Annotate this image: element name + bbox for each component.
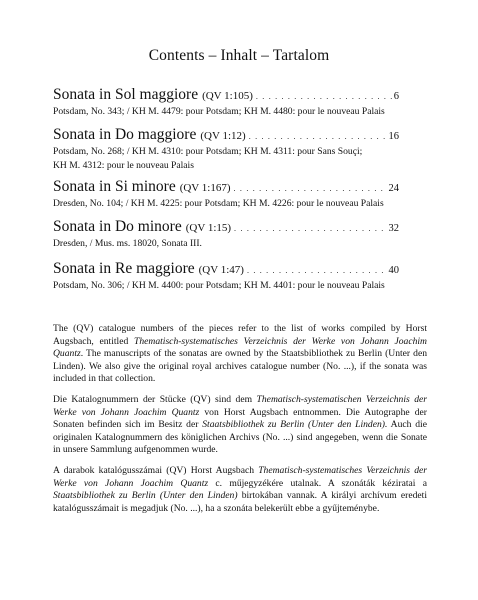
entry-source-line: Potsdam, No. 343; / KH M. 4479: pour Potsdam; KH M. 4480: pour le nouveau Palais [53, 106, 385, 117]
entry-page-number: 16 [388, 131, 399, 142]
entry-source-info [53, 105, 399, 119]
note-hungarian [53, 465, 427, 515]
toc-entry-do-maggiore [53, 126, 399, 172]
entry-source-info [53, 197, 399, 211]
entry-qv-number: (QV 1:167) [179, 182, 231, 194]
entry-qv-number: (QV 1:105) [202, 90, 253, 102]
page-title: Contents – Inhalt – Tartalom [148, 47, 330, 64]
entry-source-line: Potsdam, No. 268; / KH M. 4310: pour Potsdam; KH M. 4311: pour Sans Souçi; [53, 146, 363, 157]
entry-page-number: 32 [388, 223, 399, 234]
entry-source-line: KH M. 4312: pour le nouveau Palais [53, 159, 194, 171]
entry-page-number: 40 [388, 265, 399, 276]
dot-leader [234, 184, 387, 193]
toc-entry-line [53, 260, 399, 278]
note-italic-library: Staatsbibliothek zu Berlin (Unter den Linden) [53, 490, 238, 502]
dot-leader [249, 132, 387, 141]
note-text: A darabok katalógusszámai (QV) Horst Augsbach [53, 464, 259, 476]
note-text: birtokában vannak. A királyi archívum eredeti katalógusszámait is megadjuk (No. ...), ha a szonáta belekerült ebbe a gyűjteménybe. [53, 490, 427, 514]
dot-leader [256, 92, 392, 101]
toc-entry-line [53, 178, 399, 196]
toc-entry-re-maggiore [53, 260, 399, 293]
entry-title: Sonata in Do minore [53, 218, 182, 235]
toc-entry-do-minore [53, 218, 399, 251]
entry-title: Sonata in Si minore [53, 178, 176, 195]
note-text: Die Katalognummern der Stücke (QV) sind dem [53, 393, 257, 405]
entry-qv-number: (QV 1:47) [198, 264, 244, 276]
toc-entry-line [53, 218, 399, 236]
note-text: c. műjegyzékére utalnak. A szonáták kéziratai a [208, 477, 427, 489]
note-text: The (QV) catalogue numbers of the pieces refer to the list of works compiled by Horst Augsbach, entitled [53, 323, 427, 347]
note-italic-library: Staatsbibliothek zu Berlin (Unter den Linden). [202, 419, 388, 431]
toc-entry-line [53, 126, 399, 144]
catalogue-notes [53, 323, 427, 523]
entry-source-line: Dresden, No. 104; / KH M. 4225: pour Potsdam; KH M. 4226: pour le nouveau Palais [53, 198, 384, 209]
entry-source-info [53, 237, 399, 251]
entry-title: Sonata in Do maggiore [53, 126, 197, 143]
note-italic-title: Thematisch-systematisches Verzeichnis der Werke von Johann Joachim Quantz [53, 464, 427, 489]
note-german [53, 394, 427, 457]
entry-title: Sonata in Re maggiore [53, 260, 195, 277]
entry-page-number: 6 [393, 91, 399, 102]
note-italic-title: Thematisch-systematisches Verzeichnis der Werke von Johann Joachim Quantz [53, 335, 427, 360]
entry-source-line: Dresden, / Mus. ms. 18020, Sonata III. [53, 238, 202, 249]
entry-title: Sonata in Sol maggiore [53, 86, 199, 103]
dot-leader [234, 224, 386, 233]
note-text: Auch die originalen Katalognummern des königlichen Archivs (No. ...) sind angegeben, wenn die Sonate in unsere Sammlung aufgenommen wurde. [53, 419, 427, 456]
toc-entry-sol-maggiore [53, 86, 399, 119]
entry-qv-number: (QV 1:12) [200, 130, 246, 142]
entry-page-number: 24 [388, 183, 399, 194]
entry-source-info [53, 145, 399, 172]
note-italic-title: Thematisch-systematischen Verzeichnis der Werke von Johann Joachim Quantz [53, 393, 427, 418]
toc-entry-line [53, 86, 399, 104]
note-text: . The manuscripts of the sonatas are owned by the Staatsbibliothek zu Berlin (Unter den Linden). We also give the original royal archives catalogue number (No. ...), if the sonata was included in that collection. [53, 348, 427, 385]
entry-source-info [53, 279, 399, 293]
dot-leader [247, 266, 387, 275]
entry-qv-number: (QV 1:15) [185, 222, 232, 234]
toc-entry-si-minore [53, 178, 399, 211]
note-text: von Horst Augsbach entnommen. Die Autographe der Sonaten befinden sich im Besitz der [53, 406, 427, 431]
entry-source-line: Potsdam, No. 306; / KH M. 4400: pour Potsdam; KH M. 4401: pour le nouveau Palais [53, 280, 385, 291]
note-english [53, 323, 427, 386]
